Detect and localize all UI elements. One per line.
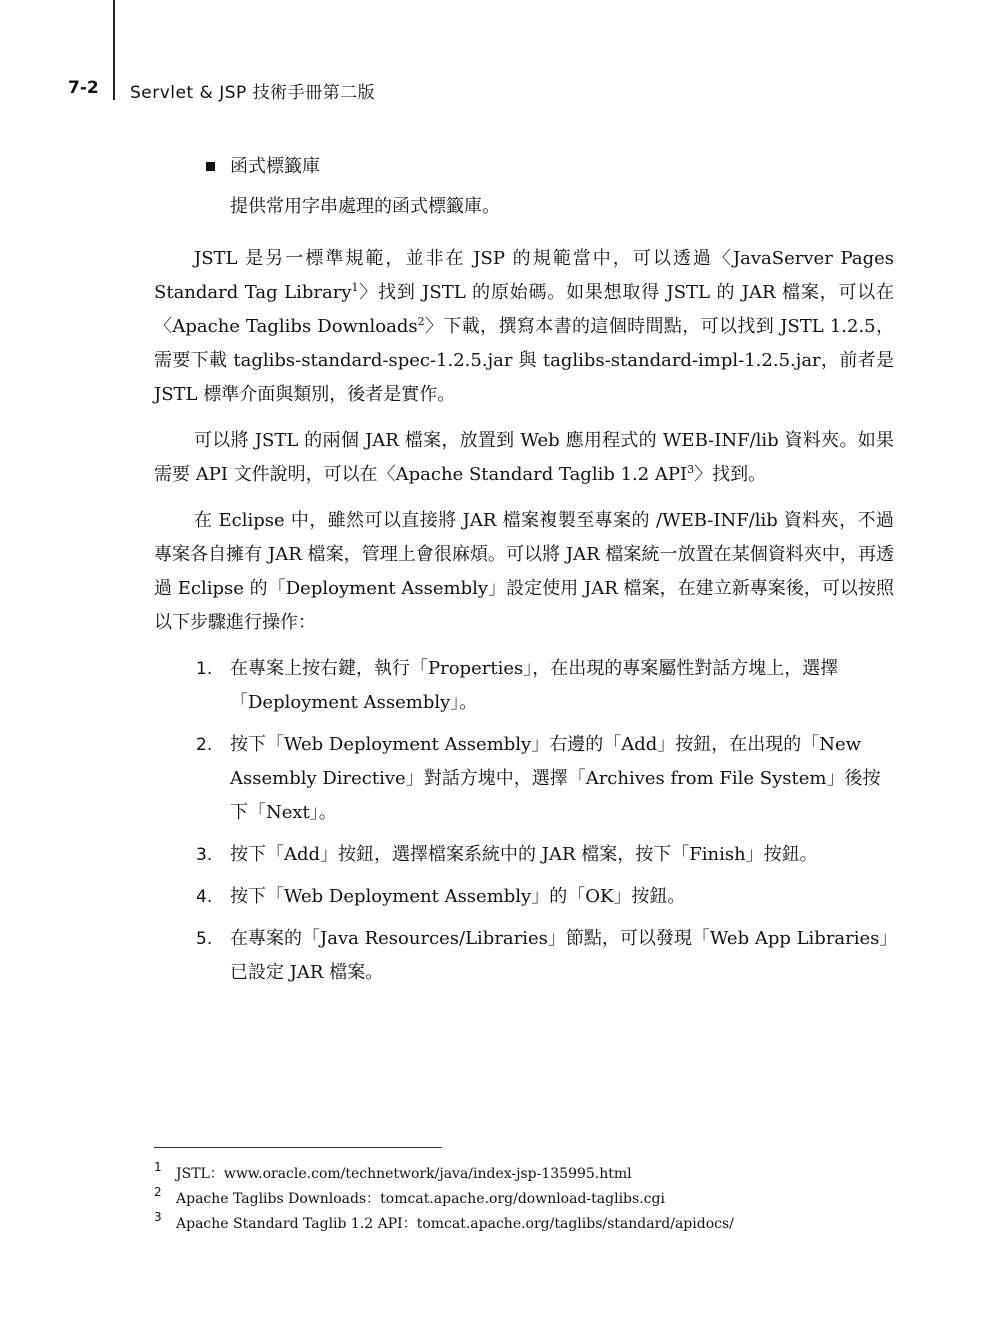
paragraph-2 bbox=[154, 424, 894, 492]
footnote-ref-2[interactable]: 2 bbox=[417, 315, 425, 328]
paragraph-2-part-a: 可以將 JSTL 的兩個 JAR 檔案，放置到 Web 應用程式的 WEB-INF/lib 資料夾。如果需要 API 文件說明，可以在〈Apache Standard Taglib 1.2 API bbox=[154, 430, 894, 485]
step-number: 5. bbox=[196, 929, 213, 949]
footnote-ref-3[interactable]: 3 bbox=[687, 463, 695, 476]
footnote-item bbox=[154, 1162, 954, 1187]
step-number: 3. bbox=[196, 845, 213, 865]
footnote-mark: 1 bbox=[154, 1160, 162, 1174]
footnote-text: Apache Taglibs Downloads：tomcat.apache.org/download-taglibs.cgi bbox=[176, 1191, 665, 1207]
footnote-text: Apache Standard Taglib 1.2 API：tomcat.apache.org/taglibs/standard/apidocs/ bbox=[176, 1216, 734, 1232]
step-text: 按下「Web Deployment Assembly」的「OK」按鈕。 bbox=[230, 886, 686, 907]
paragraph-1-part-a: JSTL 是另一標準規範，並非在 JSP 的規範當中，可以透過〈JavaServer Pages Standard Tag Library bbox=[154, 248, 894, 303]
page-header bbox=[0, 78, 1000, 106]
book-title: Servlet & JSP 技術手冊第二版 bbox=[130, 83, 376, 103]
footnote-text: JSTL：www.oracle.com/technetwork/java/index-jsp-135995.html bbox=[176, 1166, 632, 1182]
footnote-divider bbox=[154, 1147, 442, 1148]
step-text: 在專案上按右鍵，執行「Properties」，在出現的專案屬性對話方塊上，選擇「Deployment Assembly」。 bbox=[230, 658, 839, 713]
page-number: 7-2 bbox=[68, 78, 99, 98]
list-item bbox=[154, 880, 894, 914]
paragraph-1-part-b: 〉找到 JSTL 的原始碼。如果想取得 JSTL 的 JAR 檔案，可以在〈Apache Taglibs Downloads bbox=[154, 282, 895, 337]
footnote-mark: 2 bbox=[154, 1185, 162, 1199]
paragraph-2-part-b: 〉找到。 bbox=[694, 464, 767, 485]
bullet-description: 提供常用字串處理的函式標籤庫。 bbox=[230, 196, 500, 217]
bullet-item bbox=[154, 150, 894, 184]
footnote-item bbox=[154, 1187, 954, 1212]
steps-list bbox=[154, 652, 894, 990]
footnote-ref-1[interactable]: 1 bbox=[351, 281, 359, 294]
list-item bbox=[154, 838, 894, 872]
footnotes bbox=[154, 1162, 954, 1237]
step-text: 按下「Add」按鈕，選擇檔案系統中的 JAR 檔案，按下「Finish」按鈕。 bbox=[230, 844, 818, 865]
list-item bbox=[154, 922, 894, 990]
step-number: 4. bbox=[196, 887, 213, 907]
step-text: 按下「Web Deployment Assembly」右邊的「Add」按鈕，在出現的「New Assembly Directive」對話方塊中，選擇「Archives from File System」後按下「Next」。 bbox=[230, 734, 881, 823]
step-text: 在專案的「Java Resources/Libraries」節點，可以發現「Web App Libraries」已設定 JAR 檔案。 bbox=[230, 928, 889, 983]
footnote-mark: 3 bbox=[154, 1210, 162, 1224]
list-item bbox=[154, 728, 894, 830]
main-content bbox=[154, 150, 894, 998]
list-item bbox=[154, 652, 894, 720]
paragraph-3: 在 Eclipse 中，雖然可以直接將 JAR 檔案複製至專案的 /WEB-INF/lib 資料夾，不過專案各自擁有 JAR 檔案，管理上會很麻煩。可以將 JAR 檔案統一放置在某個資料夾中，再透過 Eclipse 的「Deployment Assembly」設定使用 JAR 檔案，在建立新專案後，可以按照以下步驟進行操作： bbox=[154, 510, 894, 633]
footnote-item bbox=[154, 1212, 954, 1237]
step-number: 1. bbox=[196, 659, 213, 679]
step-number: 2. bbox=[196, 735, 213, 755]
paragraph-1-part-c: 〉下載，撰寫本書的這個時間點，可以找到 JSTL 1.2.5，需要下載 taglibs-standard-spec-1.2.5.jar 與 taglibs-standard-impl-1.2.5.jar，前者是 JSTL 標準介面與類別，後者是實作。 bbox=[154, 316, 894, 405]
paragraph-1 bbox=[154, 242, 894, 412]
bullet-title: 函式標籤庫 bbox=[230, 156, 320, 177]
square-bullet-icon bbox=[206, 162, 215, 171]
